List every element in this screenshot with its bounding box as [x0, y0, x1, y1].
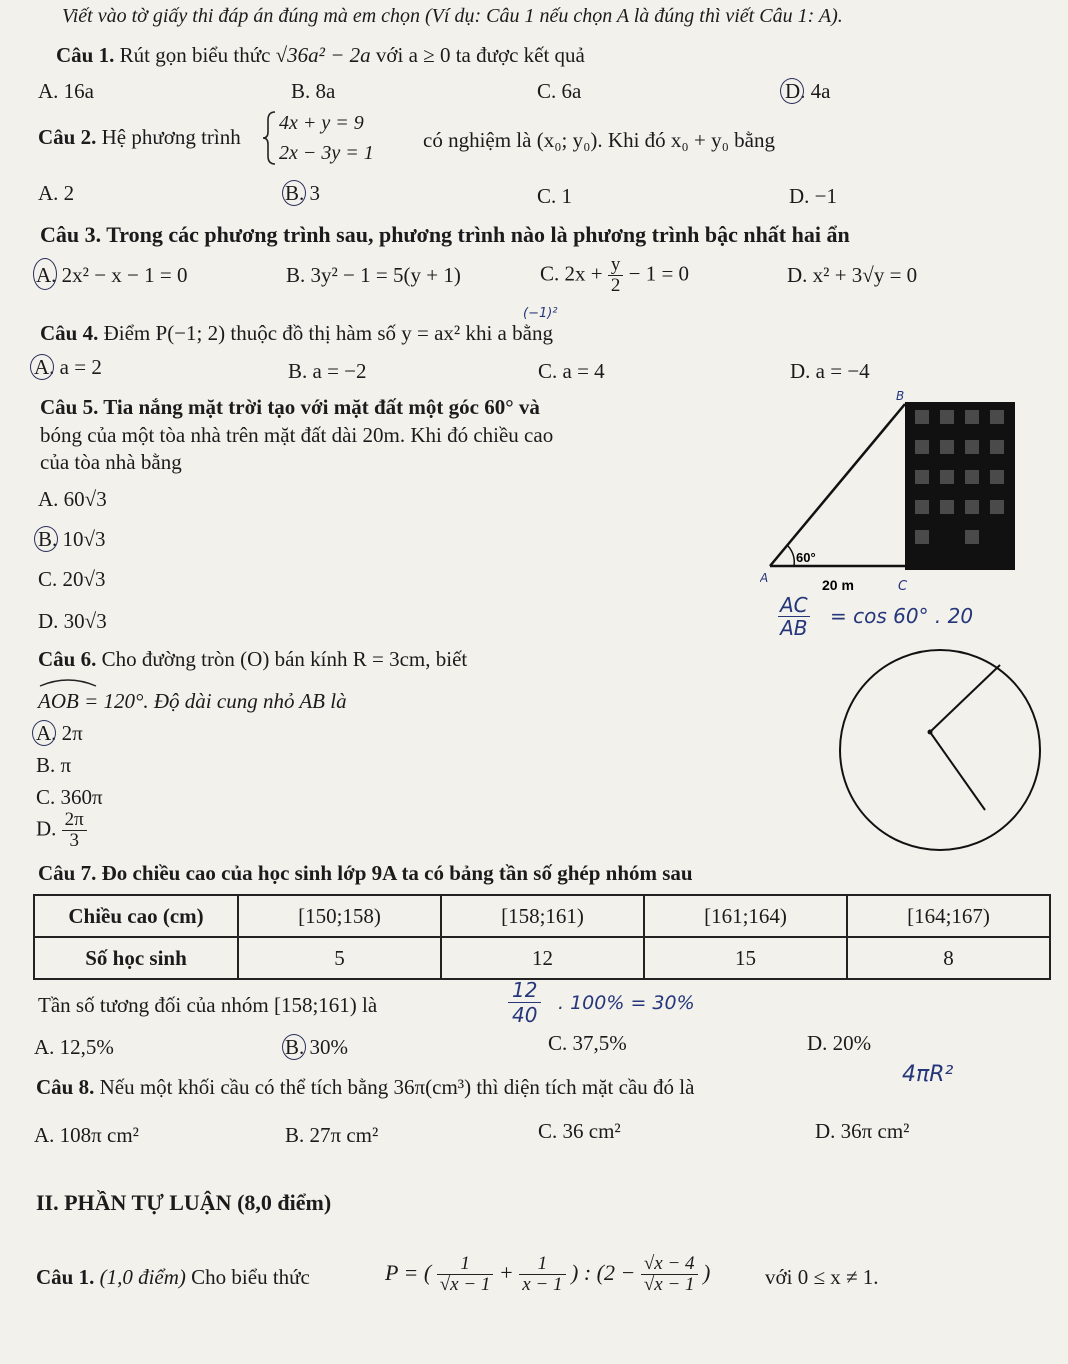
q3-c-suffix: − 1 = 0: [628, 261, 690, 286]
q2-equation-2: 2x − 3y = 1: [279, 142, 374, 164]
answer-mark-q4: [30, 354, 54, 380]
q3-option-d[interactable]: D. x² + 3√y = 0: [787, 263, 918, 287]
p2q1-text: Cho biểu thức: [185, 1265, 310, 1289]
q2-option-a[interactable]: A. 2: [38, 181, 75, 205]
question-1: [56, 42, 585, 68]
answer-mark-q1: [780, 78, 804, 104]
arc-symbol-icon: [38, 676, 98, 688]
handwritten-ratio: [778, 594, 810, 639]
radius-ob: [930, 732, 985, 810]
frac2-num: 1: [519, 1254, 565, 1275]
part-2-question-1: [36, 1264, 310, 1290]
q3-label: Câu 3.: [40, 222, 102, 247]
q7-text: Đo chiều cao của học sinh lớp 9A ta có bảng tần số ghép nhóm sau: [96, 861, 693, 885]
q8-label: Câu 8.: [36, 1075, 95, 1099]
q3-option-b[interactable]: B. 3y² − 1 = 5(y + 1): [286, 263, 461, 287]
expr-suffix: ): [703, 1260, 711, 1285]
table-cell: [158;161): [441, 895, 644, 937]
fig-length-label: 20 m: [822, 577, 854, 593]
q6-option-d[interactable]: [36, 810, 87, 851]
q2-option-d[interactable]: D. −1: [789, 184, 838, 208]
fig-point-b: B: [896, 390, 905, 403]
table-cell: 12: [441, 937, 644, 979]
question-8: [36, 1074, 694, 1100]
table-row: [34, 937, 1050, 979]
q3-c-den: 2: [610, 275, 621, 296]
question-7: [38, 860, 693, 886]
q1-option-b[interactable]: B. 8a: [291, 79, 336, 103]
table-cell: Số học sinh: [34, 937, 238, 979]
question-6-line1: [38, 646, 467, 672]
q2-label: Câu 2.: [38, 125, 97, 149]
question-5-line2: bóng của một tòa nhà trên mặt đất dài 20m. Khi đó chiều cao: [40, 423, 554, 447]
frequency-table: [33, 894, 1051, 980]
question-4: [40, 320, 553, 346]
angle-arc: [788, 546, 794, 566]
table-header-row: [34, 895, 1050, 937]
question-2-label: [38, 124, 241, 150]
frac1-den: √x − 1: [439, 1274, 491, 1296]
building-body: [905, 402, 1015, 570]
expr-fraction-1: [437, 1254, 494, 1295]
hw-ratio-num: AC: [780, 593, 808, 617]
q6-d-num: 2π: [62, 810, 87, 831]
radius-oa: [930, 665, 1000, 732]
building-figure: [760, 390, 1040, 600]
center-point: [928, 730, 933, 735]
q1-text: Rút gọn biểu thức: [114, 43, 276, 67]
q4-option-c[interactable]: C. a = 4: [538, 359, 605, 383]
q5-option-a[interactable]: A. 60√3: [38, 487, 107, 511]
hw-ratio-den: AB: [780, 616, 808, 640]
p2q1-label: Câu 1.: [36, 1265, 95, 1289]
q7-option-a[interactable]: A. 12,5%: [34, 1035, 114, 1059]
part-2-heading: II. PHẦN TỰ LUẬN (8,0 điểm): [36, 1190, 332, 1215]
q6-option-a[interactable]: A. 2π: [36, 721, 83, 745]
q5-option-c[interactable]: C. 20√3: [38, 567, 106, 591]
question-3: [40, 222, 850, 248]
q7-option-c[interactable]: C. 37,5%: [548, 1031, 627, 1055]
table-cell: [150;158): [238, 895, 441, 937]
frac3-den: √x − 1: [643, 1274, 695, 1296]
q7-label: Câu 7.: [38, 861, 97, 885]
handwritten-cos-eq: = cos 60° . 20: [830, 604, 974, 628]
q2-equation-1: 4x + y = 9: [279, 112, 364, 134]
fig-point-a: A: [760, 571, 769, 585]
q8-option-d[interactable]: D. 36π cm²: [815, 1119, 910, 1143]
q1-condition: với a ≥ 0 ta được kết quả: [370, 43, 585, 67]
hw-q7-num: 12: [508, 978, 541, 1003]
p2q1-points: (1,0 điểm): [94, 1265, 186, 1289]
q1-option-c[interactable]: C. 6a: [537, 79, 582, 103]
q3-c-prefix: C. 2x +: [540, 261, 603, 286]
q4-label: Câu 4.: [40, 321, 99, 345]
system-brace-icon: [262, 110, 278, 166]
instruction-text: Viết vào tờ giấy thi đáp án đúng mà em chọn (Ví dụ: Câu 1 nếu chọn A là đúng thì viết Câu 1: A).: [62, 5, 843, 27]
q2-option-c[interactable]: C. 1: [537, 184, 573, 208]
frac1-num: 1: [437, 1254, 494, 1275]
table-cell: 8: [847, 937, 1050, 979]
q7-option-d[interactable]: D. 20%: [807, 1031, 872, 1055]
question-5-line3: của tòa nhà bằng: [40, 450, 182, 474]
q3-option-a[interactable]: A. 2x² − x − 1 = 0: [36, 263, 188, 287]
table-cell: [161;164): [644, 895, 847, 937]
q5-option-d[interactable]: D. 30√3: [38, 609, 107, 633]
q3-c-num: y: [608, 255, 624, 276]
q3-c-fraction: [608, 255, 624, 296]
q6-d-fraction: [62, 810, 87, 851]
q1-option-d[interactable]: D. 4a: [785, 79, 831, 103]
answer-mark-q6: [32, 720, 56, 746]
table-cell: Chiều cao (cm): [34, 895, 238, 937]
q4-option-d[interactable]: D. a = −4: [790, 359, 870, 383]
q5-label: Câu 5.: [40, 395, 99, 419]
q5-text-1: Tia nắng mặt trời tạo với mặt đất một góc 60° và: [98, 395, 540, 419]
circle-outline: [840, 650, 1040, 850]
q2-text: Hệ phương trình: [96, 125, 241, 149]
q3-text: Trong các phương trình sau, phương trình nào là phương trình bậc nhất hai ẩn: [101, 222, 850, 247]
q6-option-b[interactable]: B. π: [36, 753, 72, 777]
answer-mark-q2: [282, 180, 306, 206]
q6-d-prefix: D.: [36, 816, 57, 841]
table-cell: 5: [238, 937, 441, 979]
expr-fraction-3: [641, 1254, 698, 1295]
q8-option-c[interactable]: C. 36 cm²: [538, 1119, 621, 1143]
q1-label: Câu 1.: [56, 43, 115, 67]
sun-ray-line: [770, 404, 905, 566]
handwritten-percent-q7: . 100% = 30%: [558, 992, 695, 1014]
q1-expression: √36a² − 2a: [275, 43, 371, 67]
q8-text: Nếu một khối cầu có thể tích bằng 36π(cm³) thì diện tích mặt cầu đó là: [94, 1075, 695, 1099]
frac2-den: x − 1: [522, 1274, 563, 1296]
handwritten-note-q4: (−1)²: [523, 306, 558, 321]
expression-condition: với 0 ≤ x ≠ 1.: [765, 1265, 879, 1289]
q6-option-c[interactable]: C. 360π: [36, 785, 103, 809]
handwritten-note-q8: 4πR²: [902, 1062, 954, 1087]
expression-p: P = ( $\frac{1}{√x - 1}$ + $\frac{1}{x - 1}$ ) : (2 − $\frac{√x - 4}{√x - 1}$ ): [385, 1253, 711, 1296]
fig-point-c: C: [898, 579, 908, 594]
answer-mark-q7: [282, 1034, 306, 1060]
q6-label: Câu 6.: [38, 647, 97, 671]
table-cell: [164;167): [847, 895, 1050, 937]
hw-q7-den: 40: [512, 1003, 538, 1027]
q7-question: Tần số tương đối của nhóm [158;161) là: [38, 993, 378, 1017]
q7-option-b[interactable]: B. 30%: [285, 1035, 348, 1059]
answer-mark-q5: [34, 526, 58, 552]
expr-fraction-2: [519, 1254, 565, 1295]
q2-tail-text: có nghiệm là (x₀; y₀). Khi đó x₀ + y₀ bằng: [423, 128, 775, 152]
q4-text: Điểm P(−1; 2) thuộc đồ thị hàm số y = ax² khi a bằng: [98, 321, 553, 345]
q4-option-a[interactable]: A. a = 2: [34, 355, 102, 379]
handwritten-fraction-q7: [508, 978, 541, 1027]
q6-text-1: Cho đường tròn (O) bán kính R = 3cm, biết: [96, 647, 468, 671]
q1-option-a[interactable]: A. 16a: [38, 79, 94, 103]
q8-option-b[interactable]: B. 27π cm²: [285, 1123, 379, 1147]
table-cell: 15: [644, 937, 847, 979]
q3-option-c[interactable]: [540, 255, 689, 296]
question-5-line1: [40, 394, 540, 420]
fig-angle-label: 60°: [796, 550, 816, 565]
q5-option-b[interactable]: B. 10√3: [38, 527, 106, 551]
expr-prefix: P = (: [385, 1260, 432, 1285]
q6-d-den: 3: [69, 830, 79, 851]
question-6-line2: AOB = 120°. Độ dài cung nhỏ AB là: [38, 689, 347, 713]
expr-middle: ) : (2 −: [571, 1260, 636, 1285]
answer-mark-q3: [33, 258, 57, 290]
q8-option-a[interactable]: A. 108π cm²: [34, 1123, 139, 1147]
q2-option-b[interactable]: B. 3: [285, 181, 321, 205]
q4-option-b[interactable]: B. a = −2: [288, 359, 367, 383]
circle-figure: [830, 640, 1050, 860]
frac3-num: √x − 4: [641, 1254, 698, 1275]
